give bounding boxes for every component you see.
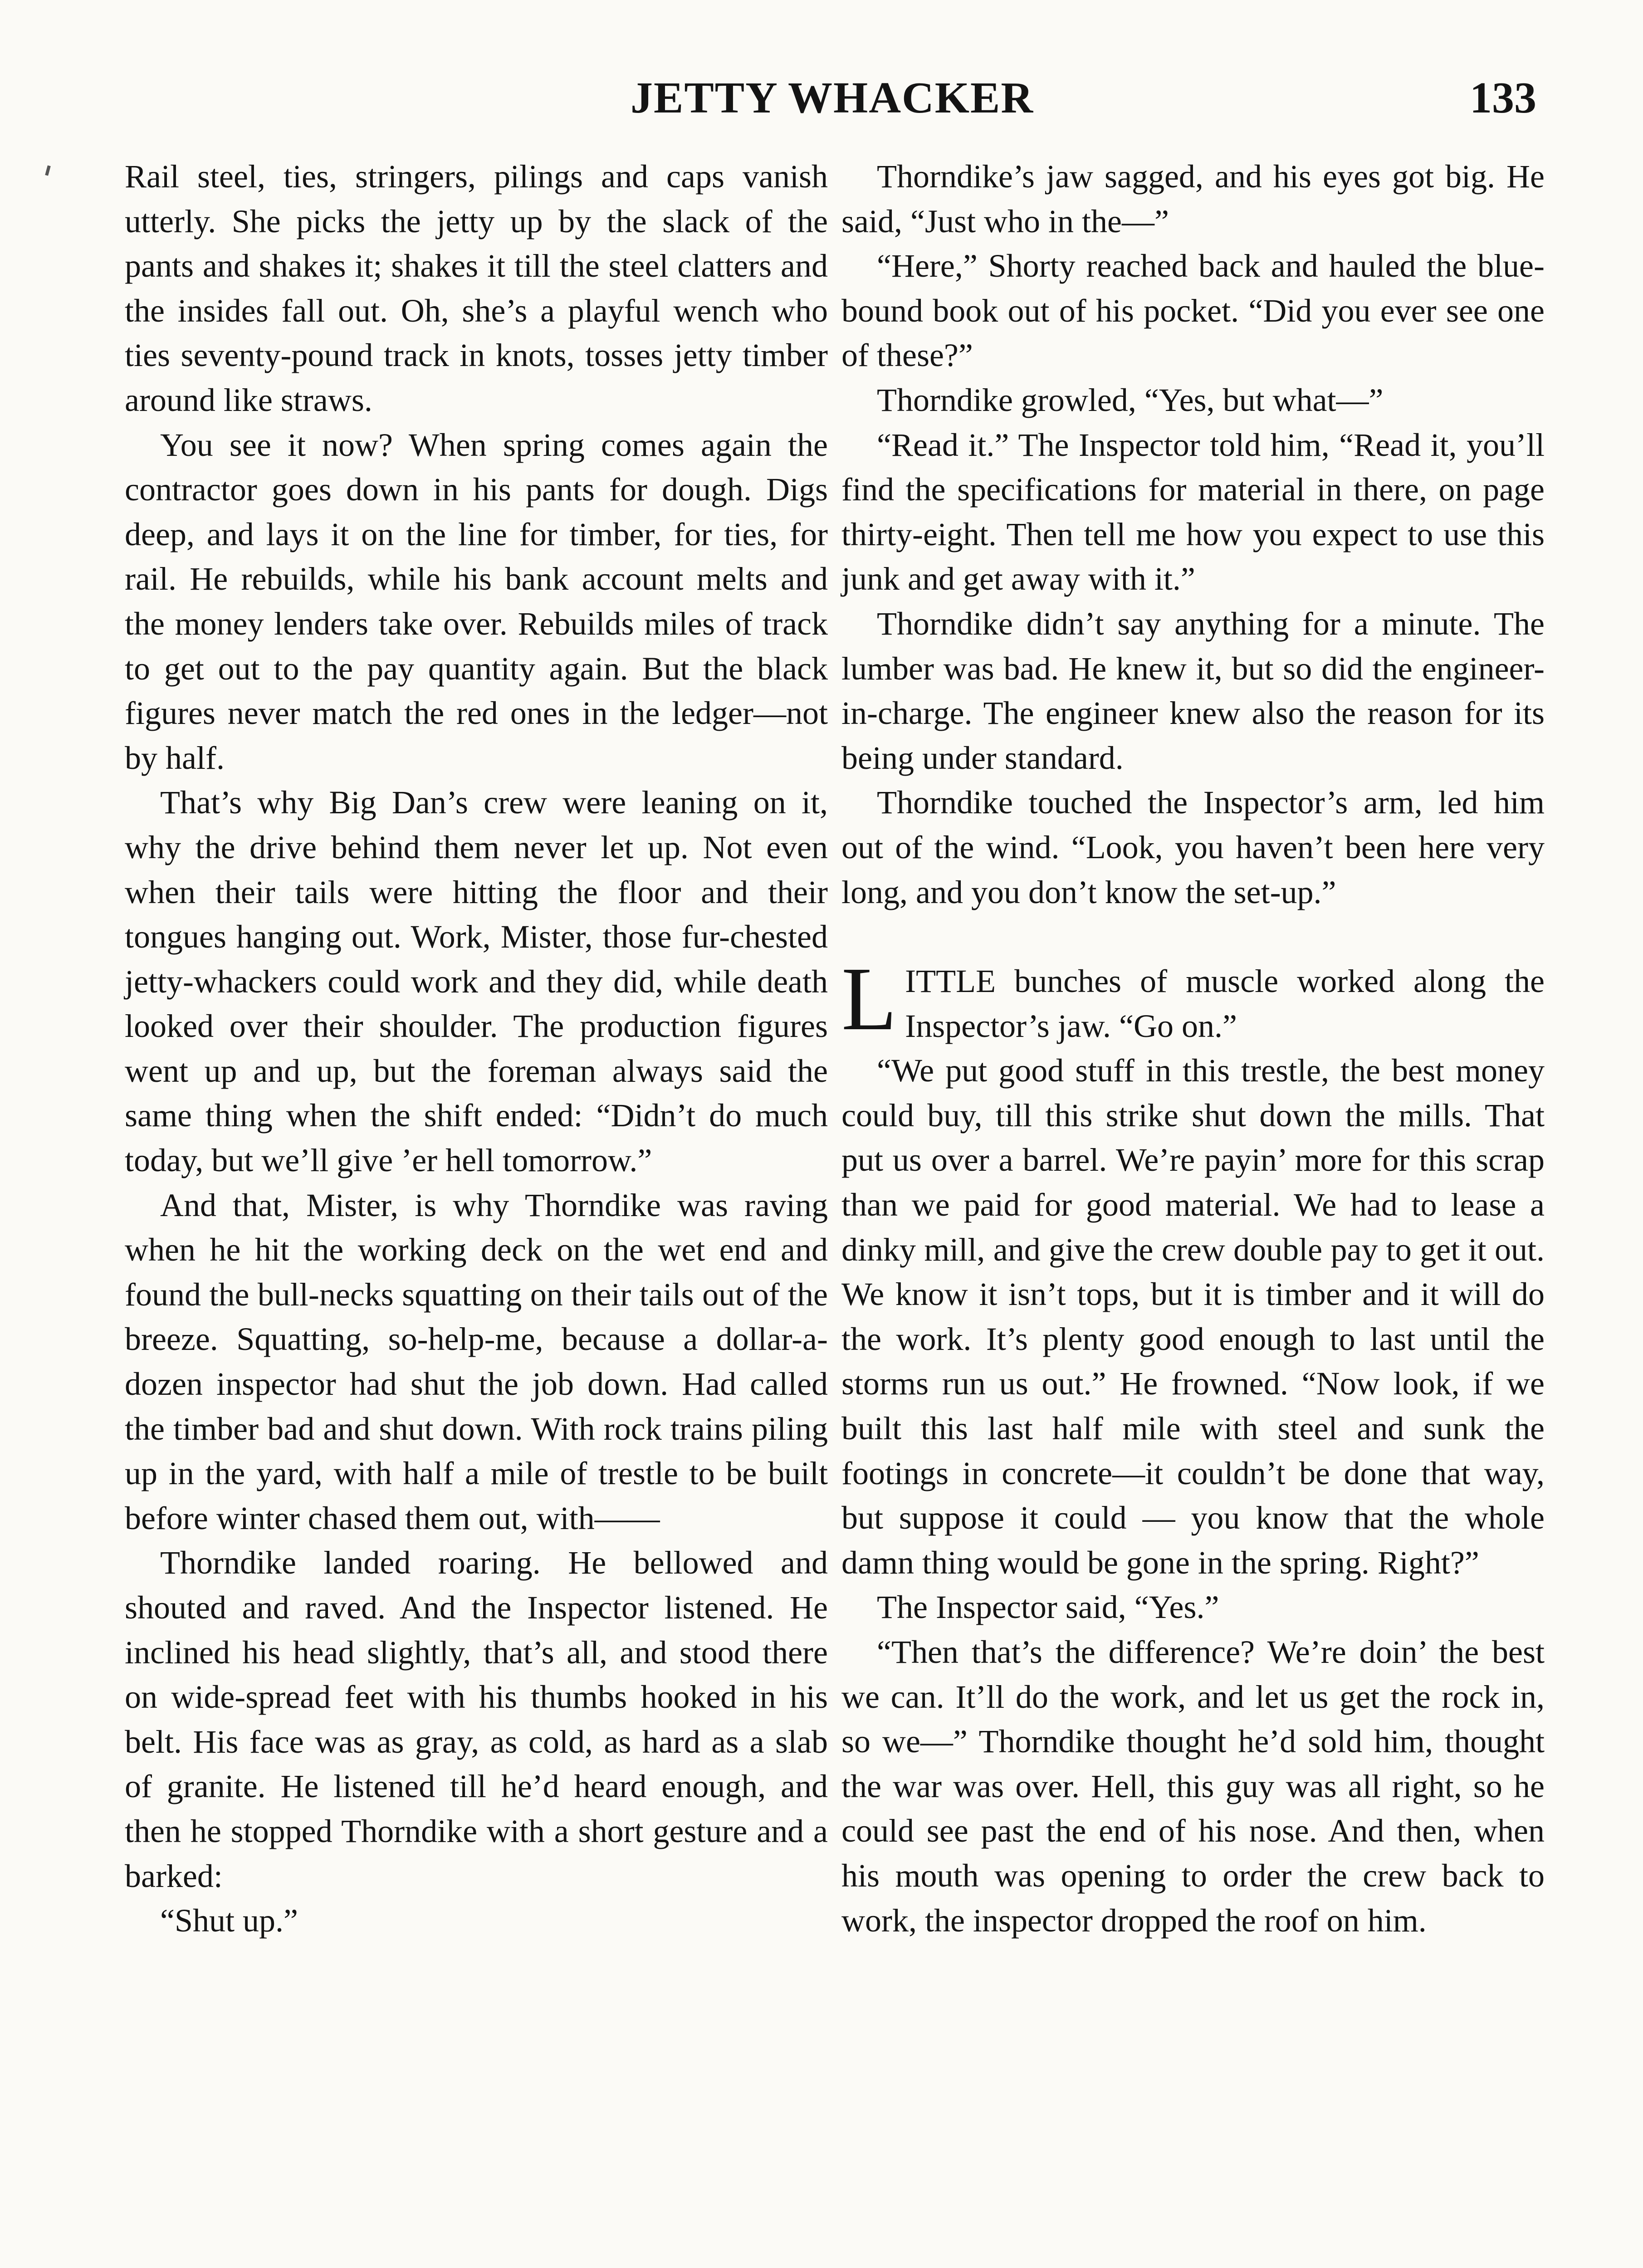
paragraph: That’s why Big Dan’s crew were leaning on it, why the drive behind them never let up. Not even when their tails were hitting the floor and their tongues hanging out. Work, Mister, those fur-chested jetty-whackers could work and they did, while death looked over their shoulder. The production figures went up and up, but the foreman always said the same thing when the shift ended: “Didn’t do much today, but we’ll give ’er hell tomorrow.” bbox=[125, 784, 828, 1179]
right-column bbox=[841, 154, 1545, 1943]
paragraph: Thorndike touched the Inspector’s arm, led him out of the wind. “Look, you haven’t been here very long, and you don’t know the set-up.” bbox=[841, 784, 1545, 910]
running-head bbox=[0, 64, 1643, 132]
stray-ink-mark bbox=[45, 165, 50, 176]
paragraph: “Then that’s the difference? We’re doin’ the best we can. It’ll do the work, and let us get the rock in, so we—” Thorndike thought he’d sold him, thought the war was over. Hell, this guy was all right, so he could see past the end of his nose. And then, when his mouth was opening to order the crew back to work, the inspector dropped the roof on him. bbox=[841, 1634, 1545, 1939]
section-opening-text: ITTLE bunches of muscle worked along the Inspector’s jaw. “Go on.” bbox=[905, 963, 1545, 1044]
paragraph: Thorndike didn’t say anything for a minute. The lumber was bad. He knew it, but so did the engineer-in-charge. The engineer knew also the reason for its being under standard. bbox=[841, 605, 1545, 776]
left-column bbox=[125, 154, 828, 1943]
paragraph: “Read it.” The Inspector told him, “Read it, you’ll find the specifications for material in there, on page thirty-eight. Then tell me how you expect to use this junk and get away with it.” bbox=[841, 426, 1545, 597]
running-title: JETTY WHACKER bbox=[631, 73, 1034, 122]
paragraph: You see it now? When spring comes again the contractor goes down in his pants for dough. Digs deep, and lays it on the line for timber, for ties, for rail. He rebuilds, while his bank account melts and the money lenders take over. Rebuilds miles of track to get out to the pay quantity again. But the black figures never match the red ones in the ledger—not by half. bbox=[125, 426, 828, 776]
paragraph: The Inspector said, “Yes.” bbox=[877, 1589, 1219, 1626]
drop-cap: L bbox=[841, 949, 897, 1050]
paragraph: Thorndike growled, “Yes, but what—” bbox=[877, 381, 1384, 418]
paragraph: “Shut up.” bbox=[160, 1902, 298, 1939]
paragraph: And that, Mister, is why Thorndike was raving when he hit the working deck on the wet end and found the bull-necks squatting on their tails out of the breeze. Squatting, so-help-me, because a dollar-a-dozen inspector had shut the job down. Had called the timber bad and shut down. With rock trains piling up in the yard, with half a mile of trestle to be built before winter chased them out, with—— bbox=[125, 1187, 828, 1536]
section-opening-paragraph bbox=[841, 949, 1545, 1050]
paragraph: “Here,” Shorty reached back and hauled the blue-bound book out of his pocket. “Did you ever see one of these?” bbox=[841, 248, 1545, 374]
paragraph: Rail steel, ties, stringers, pilings and caps vanish utterly. She picks the jetty up by the slack of the pants and shakes it; shakes it till the steel clatters and the insides fall out. Oh, she’s a playful wench who ties seventy-pound track in knots, tosses jetty timber around like straws. bbox=[125, 158, 828, 418]
paragraph: Thorndike landed roaring. He bellowed and shouted and raved. And the Inspector listened. He inclined his head slightly, that’s all, and stood there on wide-spread feet with his thumbs hooked in his belt. His face was as gray, as cold, as hard as a slab of granite. He listened till he’d heard enough, and then he stopped Thorndike with a short gesture and a barked: bbox=[125, 1545, 828, 1894]
page-number: 133 bbox=[1470, 73, 1536, 122]
paragraph: Thorndike’s jaw sagged, and his eyes got big. He said, “Just who in the—” bbox=[841, 158, 1545, 240]
paragraph: “We put good stuff in this trestle, the best money could buy, till this strike shut down the mills. That put us over a barrel. We’re payin’ more for this scrap than we paid for good material. We had to lease a dinky mill, and give the crew double pay to get it out. We know it isn’t tops, but it is timber and it will do the work. It’s plenty good enough to last until the storms run us out.” He frowned. “Now look, if we built this last half mile with steel and sunk the footings in concrete—it couldn’t be done that way, but suppose it could — you know that the whole damn thing would be gone in the spring. Right?” bbox=[841, 1052, 1545, 1581]
